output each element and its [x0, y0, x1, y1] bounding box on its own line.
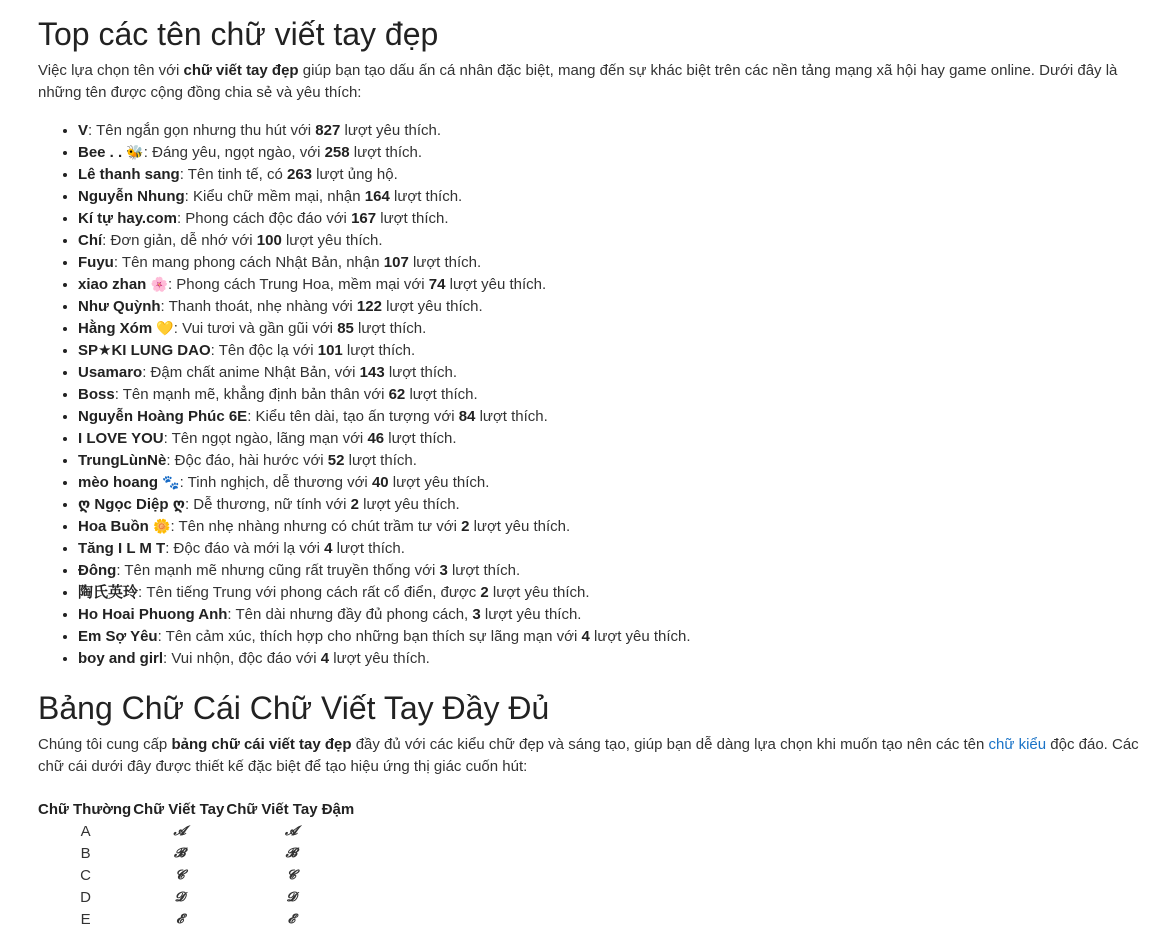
item-suffix: lượt thích.: [384, 430, 457, 447]
item-suffix: lượt thích.: [349, 144, 423, 161]
item-description: : Tên dài nhưng đầy đủ phong cách,: [227, 606, 473, 623]
item-like-count: 84: [458, 408, 476, 425]
item-name: Nguyễn Hoàng Phúc 6E: [78, 408, 248, 425]
item-suffix: lượt thích.: [376, 210, 449, 227]
intro-bold-text: chữ viết tay đẹp: [183, 62, 299, 79]
section-title-alphabet: Bảng Chữ Cái Chữ Viết Tay Đầy Đủ: [38, 690, 550, 726]
cell-plain-letter: A: [80, 822, 91, 840]
list-item: [78, 516, 1148, 538]
item-description: : Độc đáo, hài hước với: [166, 452, 328, 469]
item-description: : Tên ngắn gọn nhưng thu hút với: [88, 122, 316, 139]
item-like-count: 3: [439, 562, 448, 579]
item-description: : Tên nhẹ nhàng nhưng có chút trầm tư với: [170, 518, 462, 535]
intro-text: Chúng tôi cung cấp: [38, 736, 172, 753]
list-item: [78, 648, 1148, 670]
item-suffix: lượt thích.: [447, 562, 521, 579]
list-item: [78, 120, 1148, 142]
section-title-top-names: Top các tên chữ viết tay đẹp: [38, 16, 439, 52]
intro-bold-text: bảng chữ cái viết tay đẹp: [171, 736, 352, 753]
item-suffix: lượt thích.: [389, 188, 463, 205]
item-like-count: 2: [480, 584, 489, 601]
item-description: : Độc đáo và mới lạ với: [165, 540, 325, 557]
item-description: : Tinh nghịch, dễ thương với: [179, 474, 372, 491]
item-suffix: lượt yêu thích.: [281, 232, 383, 249]
item-suffix: lượt thích.: [332, 540, 405, 557]
item-description: : Tên cảm xúc, thích hợp cho những bạn thích sự lãng mạn với: [157, 628, 582, 645]
item-like-count: 4: [581, 628, 590, 645]
cell-handwriting-letter: 𝓐: [173, 823, 187, 839]
list-item: [78, 494, 1148, 516]
item-description: : Thanh thoát, nhẹ nhàng với: [160, 298, 357, 315]
item-suffix: lượt yêu thích.: [358, 496, 460, 513]
cell-plain-letter: C: [80, 866, 92, 884]
cell-handwriting-bold-letter: 𝓒: [286, 867, 296, 883]
list-item: [78, 142, 1148, 164]
item-name: ღ Ngọc Diệp ღ: [78, 496, 185, 513]
item-description: : Kiểu chữ mềm mại, nhận: [184, 188, 365, 205]
item-like-count: 167: [351, 210, 377, 227]
item-suffix: lượt yêu thích.: [381, 298, 483, 315]
item-description: : Tên tinh tế, có: [179, 166, 287, 183]
item-description: : Tên mạnh mẽ, khẳng định bản thân với: [114, 386, 389, 403]
list-item: [78, 296, 1148, 318]
section-intro-top-names: [38, 60, 1148, 104]
item-name: Lê thanh sang: [78, 166, 180, 183]
item-suffix: lượt yêu thích.: [480, 606, 582, 623]
item-like-count: 3: [472, 606, 481, 623]
list-item: [78, 428, 1148, 450]
item-name: boy and girl: [78, 650, 164, 667]
table-header-row: [38, 798, 356, 820]
item-emoji-icon: 🐝: [126, 145, 144, 161]
cell-handwriting-bold-letter: 𝓐: [285, 823, 298, 839]
table-row: [38, 886, 356, 908]
item-name: SP★KI LUNG DAO: [78, 342, 211, 359]
item-suffix: lượt thích.: [475, 408, 548, 425]
item-name: Đông: [78, 562, 117, 579]
list-item: [78, 186, 1148, 208]
intro-text: đầy đủ với các kiểu chữ đẹp và sáng tạo, giúp bạn dễ dàng lựa chọn khi muốn tạo nên các tên: [351, 736, 989, 753]
item-emoji-icon: 🌼: [153, 519, 171, 535]
item-like-count: 100: [256, 232, 282, 249]
item-description: : Dễ thương, nữ tính với: [184, 496, 351, 513]
item-like-count: 2: [461, 518, 470, 535]
intro-text: Việc lựa chọn tên với: [38, 62, 184, 79]
cell-plain-letter: D: [80, 888, 92, 906]
item-name: Hoa Buồn: [78, 518, 153, 535]
item-suffix: lượt thích.: [408, 254, 482, 271]
item-suffix: lượt thích.: [405, 386, 478, 403]
list-item: [78, 538, 1148, 560]
alphabet-table-body: [38, 820, 356, 930]
item-name: Usamaro: [78, 364, 143, 381]
header-handwriting-bold: Chữ Viết Tay Đậm: [226, 800, 355, 818]
cell-handwriting-letter: 𝓒: [175, 867, 185, 883]
header-handwriting: Chữ Viết Tay: [133, 800, 225, 818]
intro-text: giúp bạn tạo dấu ấn cá nhân đặc biệt, mang đến sự khác biệt trên các nền tảng mạng xã hội hay game online. Dưới đây là những tên được cộng đồng chia sẻ và yêu thích:: [38, 62, 1118, 101]
list-item: [78, 252, 1148, 274]
cell-handwriting-letter: 𝓓: [174, 889, 185, 905]
list-item: [78, 384, 1148, 406]
list-item: [78, 560, 1148, 582]
item-emoji-icon: 🐾: [162, 475, 180, 491]
list-item: [78, 626, 1148, 648]
table-row: [38, 864, 356, 886]
list-item: [78, 362, 1148, 384]
item-name: TrungLùnNè: [78, 452, 167, 469]
item-emoji-icon: 💛: [156, 321, 174, 337]
cell-plain-letter: E: [80, 910, 91, 928]
item-description: : Tên mang phong cách Nhật Bản, nhận: [113, 254, 384, 271]
list-item: [78, 318, 1148, 340]
item-like-count: 263: [286, 166, 313, 183]
table-row: [38, 820, 356, 842]
cell-plain-letter: B: [80, 844, 91, 862]
item-name: Fuyu: [78, 254, 114, 271]
item-description: : Tên ngọt ngào, lãng mạn với: [163, 430, 368, 447]
list-item: [78, 208, 1148, 230]
item-emoji-icon: 🌸: [150, 277, 168, 293]
item-like-count: 4: [324, 540, 333, 557]
item-description: : Phong cách Trung Hoa, mềm mại với: [167, 276, 429, 293]
item-like-count: 107: [383, 254, 409, 271]
item-like-count: 85: [337, 320, 354, 337]
item-suffix: lượt thích.: [353, 320, 427, 337]
section-intro-alphabet: [38, 734, 1148, 778]
item-suffix: lượt yêu thích.: [329, 650, 430, 667]
cell-handwriting-bold-letter: 𝓓: [286, 889, 297, 905]
item-suffix: lượt yêu thích.: [469, 518, 571, 535]
item-name: mèo hoang: [78, 474, 163, 491]
header-lowercase: Chữ Thường: [38, 800, 132, 818]
item-like-count: 143: [359, 364, 385, 381]
item-like-count: 74: [428, 276, 446, 293]
list-item: [78, 604, 1148, 626]
item-like-count: 4: [320, 650, 330, 667]
item-like-count: 46: [367, 430, 385, 447]
item-description: : Đậm chất anime Nhật Bản, với: [142, 364, 360, 381]
item-description: : Tên độc lạ với: [210, 342, 318, 359]
item-like-count: 258: [324, 144, 350, 161]
item-name: Hằng Xóm: [78, 320, 157, 337]
cell-handwriting-bold-letter: 𝓑: [285, 845, 298, 861]
item-name: Tăng I L M T: [78, 540, 166, 557]
item-suffix: lượt yêu thích.: [388, 474, 490, 491]
item-description: : Vui nhộn, độc đáo với: [163, 650, 321, 667]
item-description: : Phong cách độc đáo với: [176, 210, 352, 227]
item-description: : Đơn giản, dễ nhớ với: [102, 232, 257, 249]
table-row: [38, 908, 356, 930]
item-description: : Vui tươi và gần gũi với: [173, 320, 338, 337]
item-like-count: 62: [388, 386, 406, 403]
item-name: Như Quỳnh: [78, 298, 161, 315]
item-name: V: [78, 122, 89, 139]
list-item: [78, 340, 1148, 362]
item-suffix: lượt yêu thích.: [340, 122, 442, 139]
names-list: [38, 120, 1148, 670]
item-like-count: 164: [364, 188, 390, 205]
item-suffix: lượt yêu thích.: [488, 584, 590, 601]
item-name: 陶氏英玲: [78, 584, 139, 601]
list-item: [78, 472, 1148, 494]
list-item: [78, 230, 1148, 252]
item-suffix: lượt thích.: [344, 452, 417, 469]
item-name: I LOVE YOU: [78, 430, 164, 447]
cell-handwriting-letter: 𝓔: [176, 911, 184, 927]
list-item: [78, 164, 1148, 186]
item-suffix: lượt thích.: [342, 342, 416, 359]
intro-text: độc đáo. Các chữ cái dưới đây được thiết kế đặc biệt để tạo hiệu ứng thị giác cuốn hút:: [38, 736, 1139, 775]
item-description: : Kiểu tên dài, tạo ấn tượng với: [247, 408, 459, 425]
item-description: : Tên tiếng Trung với phong cách rất cổ điển, được: [138, 584, 481, 601]
list-item: [78, 406, 1148, 428]
item-name: Boss: [78, 386, 115, 403]
item-like-count: 101: [317, 342, 343, 359]
item-like-count: 52: [327, 452, 345, 469]
item-name: Bee . .: [78, 144, 127, 161]
item-name: Em Sợ Yêu: [78, 628, 158, 645]
table-row: [38, 842, 356, 864]
item-like-count: 40: [371, 474, 389, 491]
item-like-count: 2: [350, 496, 359, 513]
item-name: Ho Hoai Phuong Anh: [78, 606, 228, 623]
item-like-count: 122: [356, 298, 382, 315]
item-suffix: lượt ủng hộ.: [312, 166, 398, 183]
list-item: [78, 582, 1148, 604]
item-name: Chí: [78, 232, 103, 249]
item-name: Kí tự hay.com: [78, 210, 177, 227]
alphabet-table: [38, 798, 356, 930]
item-description: : Tên mạnh mẽ nhưng cũng rất truyền thống với: [116, 562, 440, 579]
item-description: : Đáng yêu, ngọt ngào, với: [143, 144, 325, 161]
cell-handwriting-bold-letter: 𝓔: [287, 911, 296, 927]
cell-handwriting-letter: 𝓑: [174, 845, 186, 861]
item-suffix: lượt yêu thích.: [445, 276, 547, 293]
item-suffix: lượt yêu thích.: [589, 628, 691, 645]
chu-kieu-link[interactable]: chữ kiểu: [988, 736, 1047, 753]
item-like-count: 827: [315, 122, 341, 139]
list-item: [78, 450, 1148, 472]
item-suffix: lượt thích.: [384, 364, 458, 381]
item-name: Nguyễn Nhung: [78, 188, 185, 205]
list-item: [78, 274, 1148, 296]
item-name: xiao zhan: [78, 276, 151, 293]
